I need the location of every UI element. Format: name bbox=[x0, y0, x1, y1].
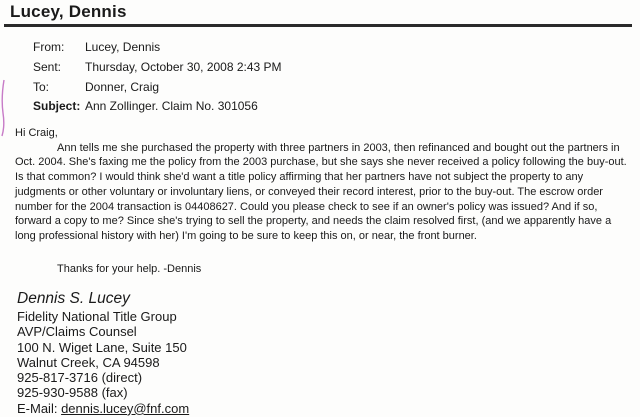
signature-name: Dennis S. Lucey bbox=[17, 290, 130, 307]
closing-line: Thanks for your help. -Dennis bbox=[57, 263, 202, 275]
signature-company: Fidelity National Title Group bbox=[17, 309, 177, 324]
signature-block bbox=[17, 309, 189, 416]
greeting: Hi Craig, bbox=[15, 127, 58, 139]
signature-address-line2: Walnut Creek, CA 94598 bbox=[17, 354, 160, 370]
margin-pen-mark bbox=[0, 78, 6, 138]
sent-label: Sent: bbox=[33, 60, 62, 74]
to-value: Donner, Craig bbox=[85, 80, 160, 94]
to-label: To: bbox=[33, 80, 50, 94]
email-label: E-Mail: bbox=[17, 400, 62, 416]
email-link[interactable]: dennis.lucey@fnf.com bbox=[61, 400, 190, 416]
header-divider bbox=[4, 24, 632, 27]
subject-value: Ann Zollinger. Claim No. 301056 bbox=[85, 99, 258, 113]
signature-phone-direct: 925-817-3716 (direct) bbox=[17, 370, 143, 386]
message-body bbox=[15, 126, 627, 244]
subject-label: Subject: bbox=[33, 99, 81, 113]
from-label: From: bbox=[33, 40, 65, 54]
signature-address-line1: 100 N. Wiget Lane, Suite 150 bbox=[17, 339, 187, 355]
signature-email-line bbox=[17, 401, 189, 416]
message-paragraph: Ann tells me she purchased the property with three partners in 2003, then refinanced and bought out the partners in Oct. 2004. She's faxing me the policy from the 2003 purchase, but she says she never received a policy following the buy-out. Is that common? I would think she'd want a title policy affirming that her partners have not subject the property to any judgments or other voluntary or involuntary liens, or conveyed their record interest, prior to the buy-out. The escrow order number for the 2004 transaction is 04408627. Could you please check to see if an owner's policy was issued? And if so, forward a copy to me? Since she's trying to sell the property, and needs the claim resolved first, (and we apparently have a long professional history with her) I'm going to be sure to keep this on, or near, the front burner. bbox=[15, 141, 627, 242]
sender-name-heading: Lucey, Dennis bbox=[10, 2, 127, 21]
signature-title: AVP/Claims Counsel bbox=[17, 324, 137, 340]
sent-value: Thursday, October 30, 2008 2:43 PM bbox=[85, 60, 282, 74]
from-value: Lucey, Dennis bbox=[85, 40, 161, 54]
signature-phone-fax: 925-930-9588 (fax) bbox=[17, 385, 128, 401]
